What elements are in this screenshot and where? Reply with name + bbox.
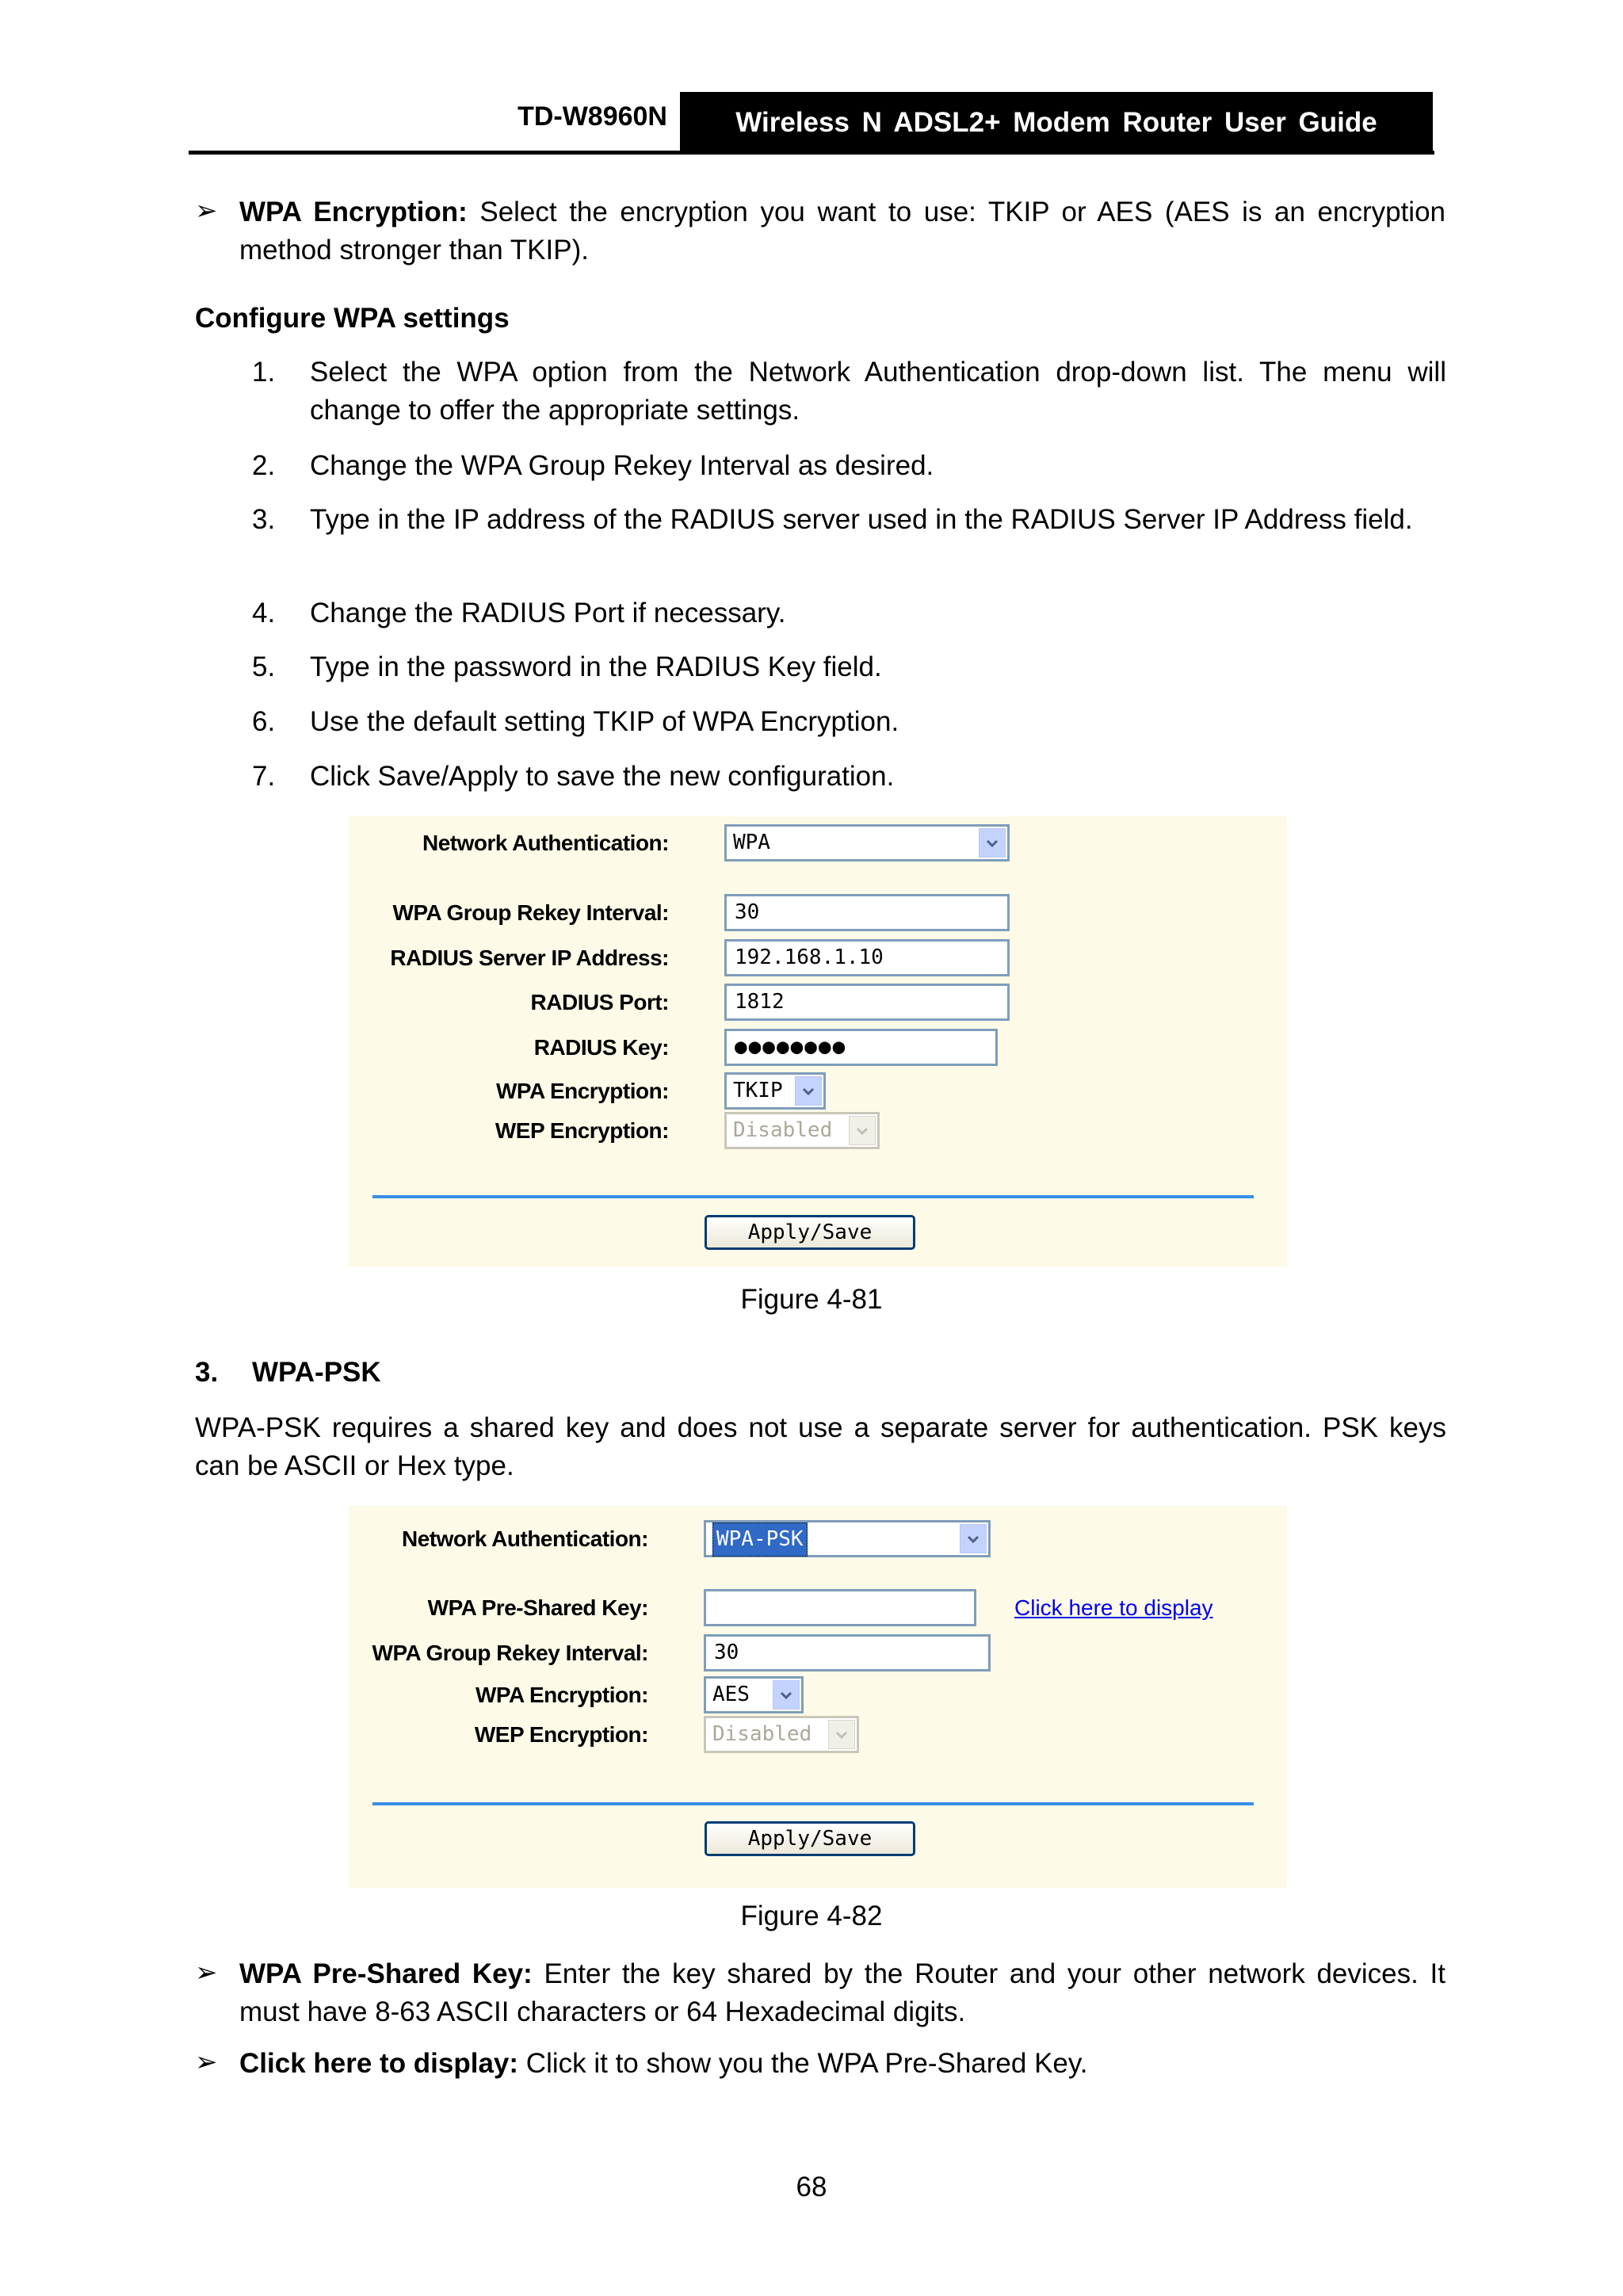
wpa-encryption-select[interactable]	[704, 1676, 804, 1713]
bullet-wpa-pre-shared-key	[239, 1955, 1445, 2031]
label-wpa-encryption: WPA Encryption:	[475, 1683, 648, 1707]
step-number: 5.	[252, 651, 276, 682]
arrow-bullet-icon: ➢	[195, 2047, 218, 2077]
figure-caption: Figure 4-82	[740, 1901, 883, 1931]
label-wep-encryption: WEP Encryption:	[495, 1118, 669, 1143]
step-text: Change the WPA Group Rekey Interval as desired.	[310, 450, 934, 481]
step-number: 6.	[252, 706, 276, 737]
step-text: Select the WPA option from the Network Authentication drop-down list. The menu will change to offer the appropriate settings.	[310, 357, 1446, 426]
bullet-text: Enter the key shared by the Router and your other network devices. It must have 8-63 ASCII characters or 64 Hexadecimal digits.	[239, 1958, 1445, 2027]
wpa-encryption-select[interactable]	[724, 1072, 826, 1110]
apply-save-button[interactable]: Apply/Save	[705, 1215, 915, 1250]
arrow-bullet-icon: ➢	[195, 1958, 218, 1988]
select-value: Disabled	[733, 1118, 833, 1142]
network-authentication-select[interactable]	[704, 1520, 991, 1557]
header-title: Wireless N ADSL2+ Modem Router User Guide	[680, 92, 1433, 154]
step-number: 4.	[252, 598, 276, 628]
bullet-text: Click it to show you the WPA Pre-Shared Key.	[518, 2048, 1088, 2079]
header-model: TD-W8960N	[517, 101, 667, 132]
label-wpa-pre-shared-key: WPA Pre-Shared Key:	[427, 1595, 648, 1620]
bullet-term: WPA Encryption:	[239, 197, 468, 227]
radius-port-input[interactable]: 1812	[724, 984, 1010, 1021]
step-number: 2.	[252, 450, 276, 481]
bullet-term: WPA Pre-Shared Key:	[239, 1958, 533, 1989]
wpa-group-rekey-interval-input[interactable]: 30	[704, 1634, 991, 1671]
wpa-settings-panel	[349, 816, 1287, 1266]
label-wpa-encryption: WPA Encryption:	[495, 1079, 669, 1103]
step-number: 7.	[252, 761, 276, 792]
select-value: WPA	[733, 831, 770, 854]
step-text: Type in the password in the RADIUS Key field.	[310, 651, 882, 682]
wpa-psk-settings-panel	[349, 1506, 1287, 1888]
apply-save-button[interactable]: Apply/Save	[705, 1821, 915, 1856]
section-heading: WPA-PSK	[252, 1357, 381, 1388]
step-number: 3.	[252, 504, 276, 535]
radius-key-input[interactable]: ●●●●●●●●	[724, 1029, 998, 1066]
select-value: AES	[712, 1683, 750, 1706]
bullet-text: Select the encryption you want to use: TKIP or AES (AES is an encryption method stronger than TKIP).	[239, 197, 1445, 266]
bullet-term: Click here to display:	[239, 2048, 519, 2079]
wpa-group-rekey-interval-input[interactable]: 30	[724, 894, 1010, 931]
wep-encryption-select	[704, 1716, 859, 1753]
label-network-authentication: Network Authentication:	[401, 1526, 648, 1551]
label-network-authentication: Network Authentication:	[422, 831, 669, 855]
label-wpa-group-rekey-interval: WPA Group Rekey Interval:	[372, 1641, 648, 1665]
chevron-down-icon[interactable]	[773, 1680, 800, 1710]
section-number: 3.	[195, 1357, 219, 1388]
label-radius-port: RADIUS Port:	[530, 990, 669, 1014]
chevron-down-icon[interactable]	[795, 1076, 822, 1106]
label-radius-key: RADIUS Key:	[533, 1035, 669, 1060]
select-value: Disabled	[712, 1722, 812, 1746]
label-radius-server-ip: RADIUS Server IP Address:	[390, 946, 669, 970]
network-authentication-select[interactable]	[724, 824, 1010, 861]
label-wep-encryption: WEP Encryption:	[474, 1722, 648, 1747]
step-text: Change the RADIUS Port if necessary.	[310, 598, 786, 628]
step-number: 1.	[252, 357, 276, 388]
label-wpa-group-rekey-interval: WPA Group Rekey Interval:	[392, 900, 669, 925]
chevron-down-icon[interactable]	[979, 828, 1006, 858]
step-text: Type in the IP address of the RADIUS server used in the RADIUS Server IP Address field.	[310, 504, 1413, 535]
arrow-bullet-icon: ➢	[195, 196, 218, 226]
page-number: 68	[796, 2172, 827, 2202]
select-value: WPA-PSK	[712, 1522, 808, 1557]
figure-caption: Figure 4-81	[740, 1284, 883, 1315]
header-rule	[189, 151, 1434, 155]
chevron-down-icon	[849, 1116, 876, 1145]
section-heading: Configure WPA settings	[195, 303, 510, 334]
divider	[372, 1802, 1254, 1805]
chevron-down-icon	[828, 1720, 855, 1749]
bullet-click-here-to-display	[239, 2045, 1445, 2083]
step-text: Use the default setting TKIP of WPA Encryption.	[310, 706, 899, 737]
wpa-pre-shared-key-input[interactable]	[704, 1589, 976, 1626]
divider	[372, 1195, 1254, 1198]
step-text: Click Save/Apply to save the new configuration.	[310, 761, 895, 792]
wep-encryption-select	[724, 1112, 880, 1149]
click-here-to-display-link[interactable]: Click here to display	[1014, 1595, 1213, 1620]
chevron-down-icon[interactable]	[960, 1524, 987, 1553]
bullet-wpa-encryption	[239, 193, 1445, 269]
radius-server-ip-input[interactable]: 192.168.1.10	[724, 939, 1010, 976]
select-value: TKIP	[733, 1079, 783, 1102]
section-text: WPA-PSK requires a shared key and does not use a separate server for authentication. PSK keys can be ASCII or Hex type.	[195, 1412, 1446, 1481]
